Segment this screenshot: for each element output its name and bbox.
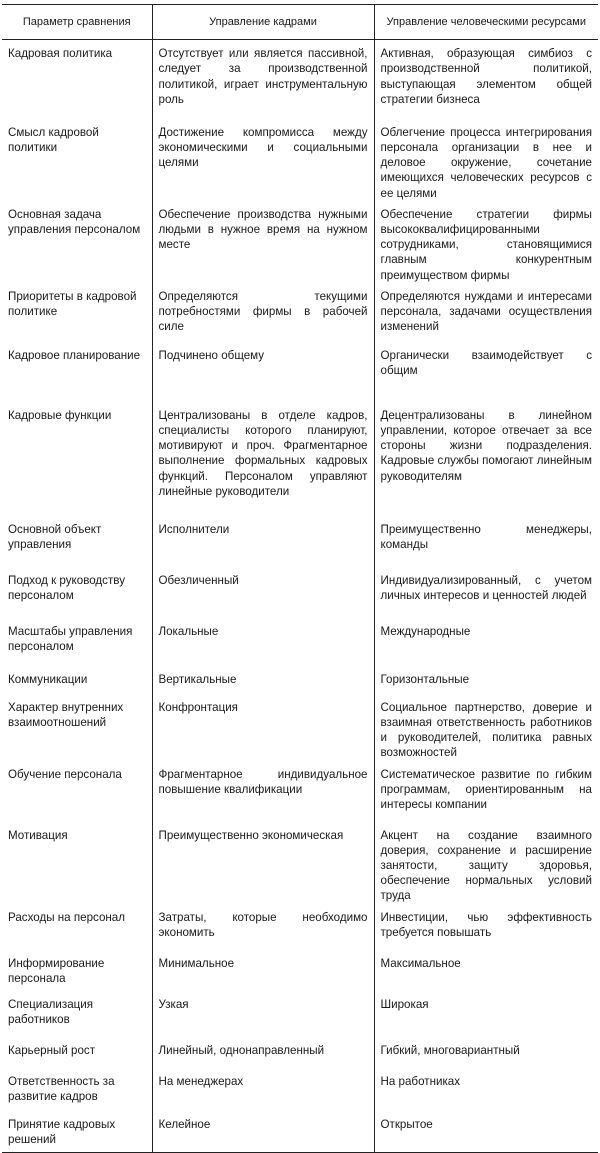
cell-human-resource-management: Активная, образующая симбиоз с производственной политикой, выступающая элементом общей стратегии бизнеса	[374, 40, 598, 119]
cell-human-resource-management: Индивидуализированный, с учетом личных интересов и ценностей людей	[374, 567, 598, 618]
header-row	[2, 5, 598, 40]
cell-personnel-management: Вертикальные	[152, 666, 374, 694]
cell-human-resource-management: Систематическое развитие по гибким программам, ориентированным на интересы компании	[374, 761, 598, 822]
cell-parameter: Кадровые функции	[8, 408, 112, 422]
table-row	[2, 666, 598, 694]
cell-human-resource-management: Инвестиции, чью эффективность требуется повышать	[374, 904, 598, 950]
table-row	[2, 516, 598, 567]
cell-personnel-management: Минимальное	[152, 950, 374, 991]
table-row	[2, 201, 598, 283]
table-row	[2, 342, 598, 402]
cell-personnel-management: Узкая	[152, 991, 374, 1037]
cell-human-resource-management: Преимущественно менеджеры, команды	[374, 516, 598, 567]
header-personnel-management: Управление кадрами	[152, 5, 374, 40]
cell-parameter: Расходы на персонал	[8, 910, 126, 924]
table-row	[2, 904, 598, 950]
cell-parameter: Мотивация	[8, 828, 68, 842]
cell-parameter: Коммуникации	[8, 672, 88, 686]
cell-personnel-management: Определяются текущими потребностями фирмы в рабочей силе	[152, 283, 374, 342]
table-header	[2, 5, 598, 40]
table-row	[2, 283, 598, 342]
table-row	[2, 119, 598, 201]
table-row	[2, 1068, 598, 1111]
cell-personnel-management: Локальные	[152, 618, 374, 666]
table-row	[2, 402, 598, 516]
cell-parameter: Подход к руководству персоналом	[8, 573, 125, 602]
cell-parameter: Принятие кадровых решений	[2, 1111, 152, 1153]
cell-human-resource-management: Широкая	[374, 991, 598, 1037]
cell-personnel-management: Исполнители	[152, 516, 374, 567]
cell-human-resource-management: Горизонтальные	[374, 666, 598, 694]
cell-personnel-management: Подчинено общему	[152, 342, 374, 402]
cell-personnel-management: Обезличенный	[152, 567, 374, 618]
cell-parameter: Ответственность за развитие кадров	[8, 1074, 115, 1103]
header-parameter: Параметр сравнения	[2, 5, 152, 40]
table-row	[2, 1111, 598, 1153]
cell-personnel-management: Конфронтация	[152, 694, 374, 761]
table-row	[2, 822, 598, 904]
cell-personnel-management: Фрагментарное индивидуальное повышение квалификации	[152, 761, 374, 822]
cell-parameter: Специализация работников	[8, 997, 94, 1026]
cell-human-resource-management: Открытое	[374, 1111, 598, 1153]
table-row	[2, 761, 598, 822]
table-row	[2, 991, 598, 1037]
table-row	[2, 950, 598, 991]
cell-parameter: Кадровое планирование	[8, 348, 141, 362]
cell-human-resource-management: Акцент на создание взаимного доверия, сохранение и расширение занятости, защиту здоровья, обеспечение нормальных условий труда	[374, 822, 598, 904]
cell-parameter: Информирование персонала	[8, 956, 105, 985]
cell-parameter: Кадровая политика	[8, 47, 113, 61]
cell-personnel-management: Достижение компромисса между экономическими и социальными целями	[152, 119, 374, 201]
table-row	[2, 40, 598, 119]
header-human-resource-management: Управление человеческими ресурсами	[374, 5, 598, 40]
cell-human-resource-management: Максимальное	[374, 950, 598, 991]
cell-human-resource-management: Обеспечение стратегии фирмы высококвалифицированными сотрудниками, становящимися главным конкурентным преимуществом фирмы	[374, 201, 598, 283]
cell-personnel-management: Обеспечение производства нужными людьми в нужное время на нужном месте	[152, 201, 374, 283]
cell-personnel-management: Келейное	[152, 1111, 374, 1153]
table-row	[2, 694, 598, 761]
cell-human-resource-management: На работниках	[374, 1068, 598, 1111]
cell-personnel-management: Преимущественно экономическая	[152, 822, 374, 904]
cell-parameter: Карьерный рост	[8, 1043, 96, 1057]
cell-human-resource-management: Гибкий, многовариантный	[374, 1037, 598, 1068]
cell-parameter: Смысл кадровой политики	[8, 125, 99, 154]
cell-parameter: Обучение персонала	[8, 767, 122, 781]
cell-personnel-management: На менеджерах	[152, 1068, 374, 1111]
cell-parameter: Масштабы управления персоналом	[8, 624, 133, 653]
table-body	[2, 40, 598, 1153]
cell-personnel-management: Отсутствует или является пассивной, следует за производственной политикой, играет инструментальную роль	[152, 40, 374, 119]
cell-parameter: Основной объект управления	[8, 522, 102, 551]
cell-personnel-management: Централизованы в отделе кадров, специалисты которого планируют, мотивируют и проч. Фрагментарное выполнение формальных кадровых функций. Персоналом управляют линейные руководители	[152, 402, 374, 516]
cell-human-resource-management: Социальное партнерство, доверие и взаимная ответственность работников и руководителей, политика равных возможностей	[374, 694, 598, 761]
comparison-table	[2, 4, 598, 1153]
cell-parameter: Характер внутренних взаимоотношений	[8, 700, 124, 729]
cell-human-resource-management: Облегчение процесса интегрирования персонала организации в нее и деловое окружение, сочетание имеющихся человеческих ресурсов с ее целями	[374, 119, 598, 201]
cell-personnel-management: Линейный, однонаправленный	[152, 1037, 374, 1068]
table-row	[2, 1037, 598, 1068]
cell-parameter: Приоритеты в кадровой политике	[8, 289, 137, 318]
cell-personnel-management: Затраты, которые необходимо экономить	[152, 904, 374, 950]
cell-parameter: Основная задача управления персоналом	[8, 207, 141, 236]
cell-human-resource-management: Международные	[374, 618, 598, 666]
table-row	[2, 618, 598, 666]
table-row	[2, 567, 598, 618]
cell-human-resource-management: Органически взаимодействует с общим	[374, 342, 598, 402]
cell-human-resource-management: Определяются нуждами и интересами персонала, задачами осуществления изменений	[374, 283, 598, 342]
cell-human-resource-management: Децентрализованы в линейном управлении, которое отвечает за все стороны жизни подразделения. Кадровые службы помогают линейным руководителям	[374, 402, 598, 516]
